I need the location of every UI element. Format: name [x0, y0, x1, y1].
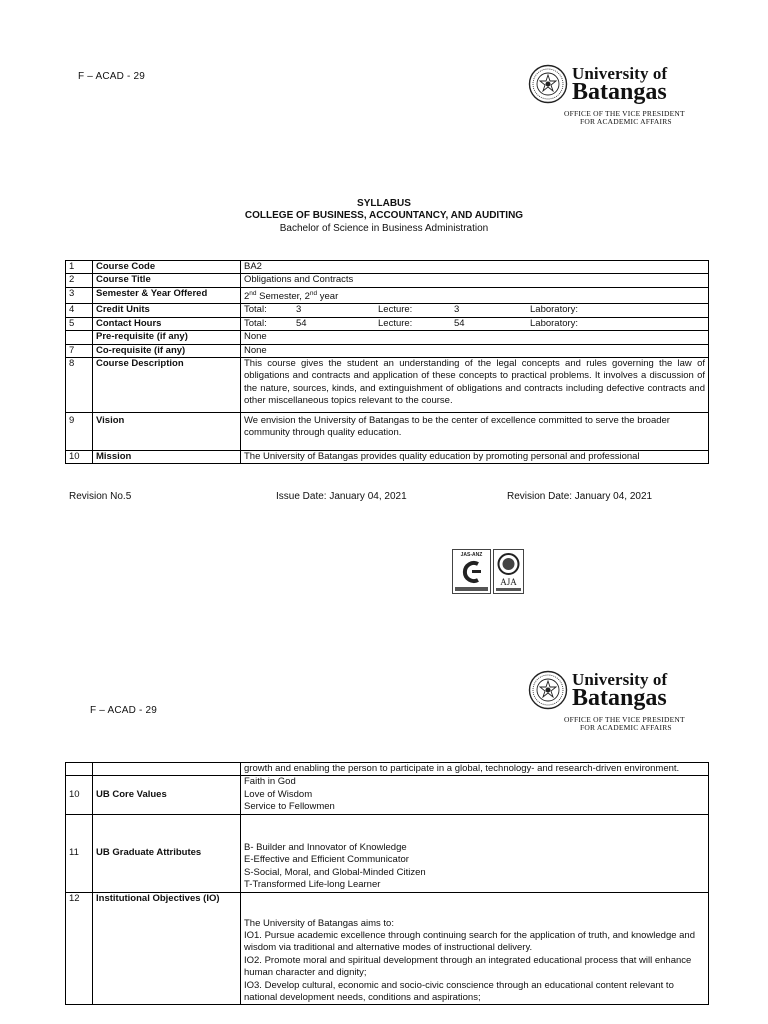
syllabus-table-page2: [65, 762, 709, 1005]
lecture-value: 54: [454, 317, 465, 329]
list-item: IO3. Develop cultural, economic and socio-civic conscience through an educational content relevant to national development needs, conditions and aspirations;: [244, 979, 674, 1004]
university-seal-icon: [528, 670, 568, 710]
list-item: B- Builder and Innovator of Knowledge: [244, 842, 407, 853]
logo-office-line2: FOR ACADEMIC AFFAIRS: [580, 117, 672, 126]
row-label: Pre-requisite (if any): [93, 331, 241, 344]
table-row: [66, 331, 709, 344]
row-value: None: [241, 331, 709, 344]
program-title: Bachelor of Science in Business Administration: [279, 223, 489, 234]
row-label: Credit Units: [93, 304, 241, 317]
semester-text: Semester, 2: [256, 290, 310, 302]
form-code: F – ACAD - 29: [78, 71, 146, 82]
logo-office-line1: OFFICE OF THE VICE PRESIDENT: [564, 715, 685, 724]
table-row: [66, 451, 709, 464]
table-row: [66, 776, 709, 814]
table-row: [66, 892, 709, 1005]
row-label: Co-requisite (if any): [93, 344, 241, 357]
certification-logo-icon: [452, 549, 524, 594]
logo-line1: University of: [572, 64, 668, 83]
revision-date: Revision Date: January 04, 2021: [507, 491, 653, 502]
table-row: [66, 274, 709, 287]
row-value: [241, 317, 709, 330]
lecture-value: 3: [454, 304, 460, 316]
row-number: 7: [66, 344, 93, 357]
total-value: 54: [296, 317, 307, 329]
course-description: This course gives the student an understanding of the legal concepts and rules governing the law of obligations and contracts and application of these concepts to practical problems. It involves a discussion of the nature, sources, kinds, and extinguishment of obligations and contracts including defective contracts and other miscellaneous topics relevant to the course.: [241, 358, 709, 413]
logo-line2: Batangas: [572, 79, 667, 105]
row-label: Course Title: [93, 274, 241, 287]
row-number: 1: [66, 261, 93, 274]
row-value: [241, 304, 709, 317]
logo-office-line1: OFFICE OF THE VICE PRESIDENT: [564, 109, 685, 118]
mission-text: The University of Batangas provides quality education by promoting personal and professional: [241, 451, 709, 464]
semester-number: 2: [244, 290, 250, 302]
table-row: [66, 261, 709, 274]
row-number: 11: [66, 814, 93, 892]
form-code: F – ACAD - 29: [90, 705, 158, 716]
row-number: [66, 763, 93, 776]
year-suffix: nd: [309, 289, 318, 297]
list-item: Faith in God: [244, 776, 296, 788]
syllabus-title: SYLLABUS: [357, 198, 411, 209]
graduate-attributes-list: [241, 814, 709, 892]
row-label: UB Core Values: [93, 776, 241, 814]
list-item: Love of Wisdom: [244, 788, 313, 800]
table-row: [66, 287, 709, 304]
row-value: [241, 287, 709, 304]
table-row: [66, 358, 709, 413]
laboratory-label: Laboratory:: [530, 317, 579, 329]
table-row: [66, 413, 709, 451]
university-logo: [528, 670, 706, 730]
cert-top-text: JAS-ANZ: [460, 552, 483, 558]
total-value: 3: [296, 304, 302, 316]
issue-date: Issue Date: January 04, 2021: [276, 491, 407, 502]
table-row: [66, 317, 709, 330]
list-item: S-Social, Moral, and Global-Minded Citizen: [244, 866, 426, 878]
laboratory-label: Laboratory:: [530, 304, 579, 316]
core-values-list: [241, 776, 709, 814]
college-title: COLLEGE OF BUSINESS, ACCOUNTANCY, AND AUDITING: [244, 210, 524, 221]
row-number: 2: [66, 274, 93, 287]
row-number: 4: [66, 304, 93, 317]
row-number: 9: [66, 413, 93, 451]
table-row: [66, 814, 709, 892]
objectives-intro: The University of Batangas aims to:: [244, 917, 394, 929]
institutional-objectives: [241, 892, 709, 1005]
lecture-label: Lecture:: [378, 304, 413, 316]
row-value: None: [241, 344, 709, 357]
row-number: 8: [66, 358, 93, 413]
row-label: Institutional Objectives (IO): [93, 892, 241, 1005]
total-label: Total:: [244, 304, 267, 316]
row-number: 10: [66, 776, 93, 814]
list-item: E-Effective and Efficient Communicator: [244, 854, 409, 866]
row-label: UB Graduate Attributes: [93, 814, 241, 892]
row-number: 3: [66, 287, 93, 304]
mission-continued: growth and enabling the person to participate in a global, technology- and research-driven environment.: [241, 763, 709, 776]
list-item: Service to Fellowmen: [244, 801, 335, 813]
table-row: [66, 344, 709, 357]
syllabus-table-page1: [65, 260, 709, 464]
logo-line2: Batangas: [572, 685, 667, 711]
row-label: Mission: [93, 451, 241, 464]
logo-line1: University of: [572, 670, 668, 689]
semester-suffix: nd: [249, 289, 257, 297]
university-logo: [528, 64, 706, 124]
lecture-label: Lecture:: [378, 317, 413, 329]
row-label: Semester & Year Offered: [93, 287, 241, 304]
total-label: Total:: [244, 317, 267, 329]
university-seal-icon: [528, 64, 568, 104]
row-number: 5: [66, 317, 93, 330]
revision-number: Revision No.5: [69, 491, 132, 502]
row-label: Vision: [93, 413, 241, 451]
row-number: 10: [66, 451, 93, 464]
list-item: T-Transformed Life-long Learner: [244, 879, 381, 891]
list-item: IO1. Pursue academic excellence through continuing search for the application of truth, and knowledge and wisdom via traditional and alternative modes of instructional delivery.: [244, 930, 696, 954]
row-label: Course Description: [93, 358, 241, 413]
row-label: Contact Hours: [93, 317, 241, 330]
table-row: [66, 763, 709, 776]
row-label: [93, 763, 241, 776]
row-label: Course Code: [93, 261, 241, 274]
year-text: year: [317, 290, 339, 302]
vision-text: We envision the University of Batangas to be the center of excellence committed to serve the broader community through quality education.: [241, 413, 709, 451]
row-value: Obligations and Contracts: [241, 274, 709, 287]
cert-mark-text: AJA: [500, 577, 517, 587]
row-number: [66, 331, 93, 344]
list-item: IO2. Promote moral and spiritual development through an integrated educational process that will enhance human character and dignity;: [244, 954, 692, 979]
row-value: BA2: [241, 261, 709, 274]
logo-office-line2: FOR ACADEMIC AFFAIRS: [580, 723, 672, 732]
table-row: [66, 304, 709, 317]
row-number: 12: [66, 892, 93, 1005]
